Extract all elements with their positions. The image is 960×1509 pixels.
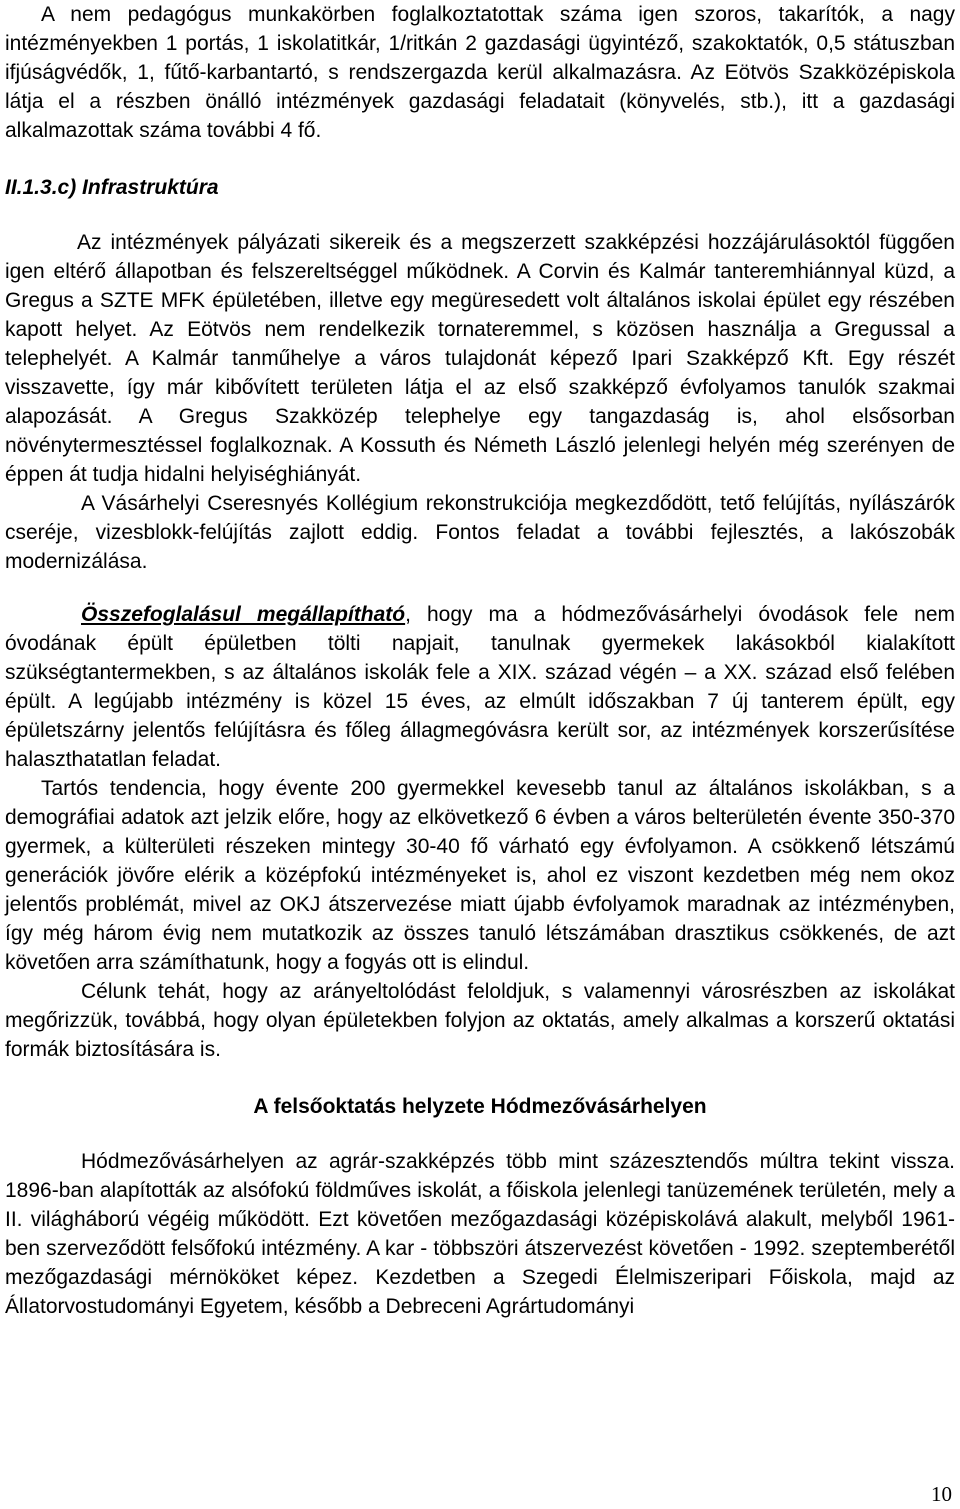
paragraph-dormitory: A Vásárhelyi Cseresnyés Kollégium rekonstrukciója megkezdődött, tető felújítás, nyílászárók cseréje, vizesblokk-felújítás zajlott eddig. Fontos feladat a további fejlesztés, a lakószobák modernizálása. [5, 492, 955, 573]
paragraph-infrastructure: Az intézmények pályázati sikereik és a megszerzett szakképzési hozzájárulásoktól függően igen eltérő állapotban és felszereltséggel működnek. A Corvin és Kalmár tanteremhiánnyal küzd, a Gregus a SZTE MFK épületében, illetve egy megüresedett volt általános iskolai épület egy részében kapott helyet. Az Eötvös nem rendelkezik tornateremmel, s közösen használja a Gregussal a telephelyét. A Kalmár tanműhelye a város tulajdonát képező Ipari Szakképző Kft. Egy részét visszavette, így már kibővített területen látja el az első szakképző évfolyamos tanulók szakmai alapozását. A Gregus Szakközép telephelye egy tangazdaság is, ahol elsősorban növénytermesztéssel foglalkoznak. A Kossuth és Németh László jelenlegi helyén még szerényen de éppen át tudja hidalni helyiséghiányát. [5, 231, 955, 486]
summary-lead: Összefoglalásul megállapítható [81, 603, 406, 626]
paragraph-goal: Célunk tehát, hogy az arányeltolódást feloldjuk, s valamennyi városrészben az iskolákat megőrizzük, továbbá, hogy olyan épületekben folyjon az oktatás, amely alkalmas a korszerű oktatási formák biztosítására is. [5, 980, 955, 1061]
spacer [5, 145, 955, 173]
spacer [5, 576, 955, 600]
paragraph-staff: A nem pedagógus munkakörben foglalkoztatottak száma igen szoros, takarítók, a nagy intézményekben 1 portás, 1 iskolatitkár, 1/ritkán 2 gazdasági ügyintéző, szakoktatók, 0,5 státuszban ifjúságvédők, 1, fűtő-karbantartó, s rendszergazda kerül alkalmazásra. Az Eötvös Szakközépiskola látja el a részben önálló intézmények gazdasági feladatait (könyvelés, stb.), itt a gazdasági alkalmazottak száma további 4 fő. [5, 3, 955, 142]
section-heading-infrastructure: II.1.3.c) Infrastruktúra [5, 176, 219, 199]
summary-rest: , hogy ma a hódmezővásárhelyi óvodások fele nem óvodának épült épületben tölti napjait, tanulnak gyermekek lakásokból kialakított szükségtantermekben, s az általános iskolák fele a XIX. század végén – a XX. század első felében épült. A legújabb intézmény is közel 15 éves, az elmúlt időszakban 7 új tanterem épült, egy épületszárny jelentős felújításra és főleg állagmegóvásra került sor, az intézmények korszerűsítése halaszthatatlan feladat. [5, 603, 955, 771]
page-number: 10 [931, 1482, 952, 1506]
paragraph-summary [5, 600, 955, 774]
spacer [5, 1121, 955, 1147]
paragraph-higher-education: Hódmezővásárhelyen az agrár-szakképzés több mint százesztendős múltra tekint vissza. 1896-ban alapították az alsófokú földműves iskolát, a főiskola jelenlegi tanüzemének területén, mely a II. világháború végéig működött. Ezt követően mezőgazdasági középiskolává alakult, melyből 1961-ben szerveződött felsőfokú intézmény. A kar - többszöri átszervezést követően - 1992. szeptemberétől mezőgazdasági mérnököket képez. Kezdetben a Szegedi Élelmiszeripari Főiskola, majd az Állatorvostudományi Egyetem, később a Debreceni Agrártudományi [5, 1150, 955, 1318]
spacer [5, 1064, 955, 1092]
section-heading-higher-education: A felsőoktatás helyzete Hódmezővásárhelyen [253, 1095, 707, 1118]
document-body [5, 0, 955, 1321]
paragraph-tendency: Tartós tendencia, hogy évente 200 gyermekkel kevesebb tanul az általános iskolákban, s a demográfiai adatok azt jelzik előre, hogy az elkövetkező 6 évben a város belterületén évente 350-370 gyermek, a külterületi részeken mintegy 30-40 fő várható egy évfolyamon. A csökkenő létszámú generációk jövőre elérik a középfokú intézményeket is, ahol ez viszont kezdetben még nem okoz jelentős problémát, mivel az OKJ átszervezése miatt újabb évfolyamok maradnak az intézményben, így még három évig nem mutatkozik az összes tanuló létszámában drasztikus csökkenés, de azt követően arra számíthatunk, hogy a fogyás ott is elindul. [5, 777, 955, 974]
spacer [5, 202, 955, 228]
